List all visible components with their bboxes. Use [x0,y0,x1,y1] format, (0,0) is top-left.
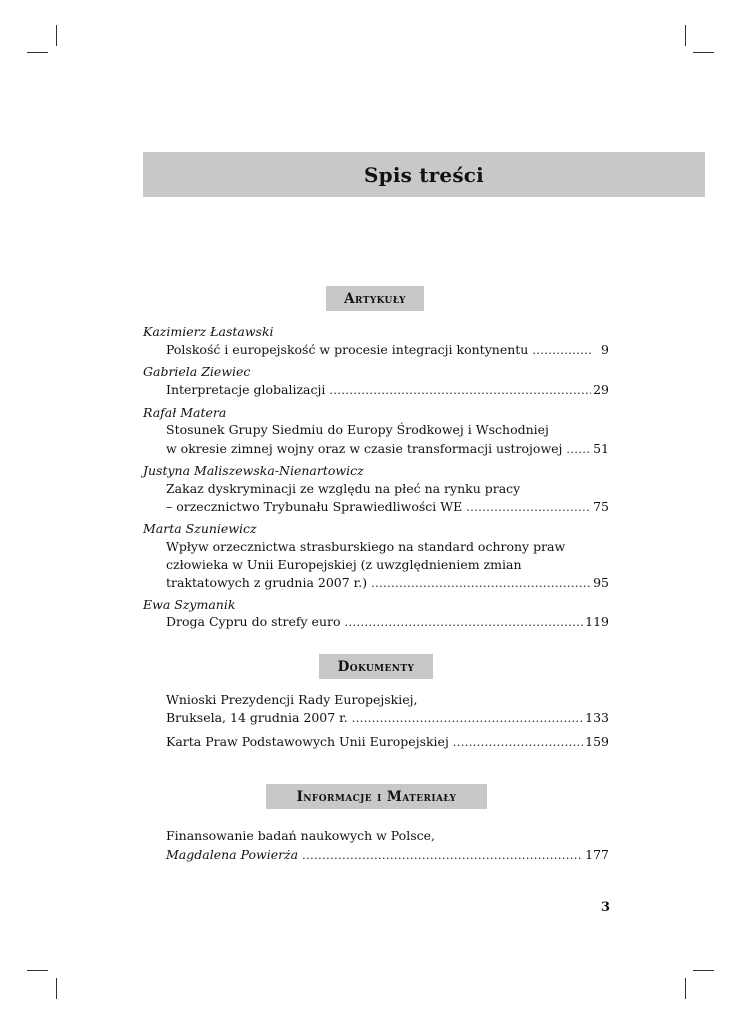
crop-mark [56,25,57,46]
entry-title-line: człowieka w Unii Europejskiej (z uwzględnieniem zmian [166,557,522,572]
entry-page: 159 [585,734,609,749]
toc-entry[interactable] [166,573,609,593]
entry-title-line: Wpływ orzecznictwa strasburskiego na standard ochrony praw [166,539,566,554]
author-name: Gabriela Ziewiec [143,364,251,379]
entry-title: Droga Cypru do strefy euro [166,614,341,629]
dot-leader [371,574,591,593]
title-bar [143,152,705,197]
entry-page: 177 [585,847,609,862]
toc-entry[interactable] [166,380,609,400]
entry-title-line: Wnioski Prezydencji Rady Europejskiej, [166,692,418,707]
dot-leader [352,709,583,728]
crop-mark [27,970,48,971]
entry-page: 95 [593,575,609,590]
page-title: Spis treści [364,162,484,187]
dot-leader [566,440,591,459]
author-name: Ewa Szymanik [143,597,236,612]
entry-title: Polskość i europejskość w procesie integracji kontynentu [166,342,529,357]
entry-title-line: – orzecznictwo Trybunału Sprawiedliwości WE [166,499,463,514]
entry-page: 133 [585,710,609,725]
crop-mark [56,978,57,999]
author-name: Justyna Maliszewska-Nienartowicz [143,463,364,478]
dot-leader [466,498,591,517]
dot-leader [329,381,591,400]
section-heading-documents: Dokumenty [319,654,433,679]
dot-leader [453,733,583,752]
entry-title-line: traktatowych z grudnia 2007 r.) [166,575,368,590]
author-name: Marta Szuniewicz [143,521,257,536]
entry-title: Interpretacje globalizacji [166,382,326,397]
toc-entry[interactable] [166,732,609,752]
toc-entry[interactable] [166,439,609,459]
crop-mark [693,970,714,971]
toc-entry[interactable] [166,612,609,632]
entry-title: Karta Praw Podstawowych Unii Europejskiej [166,734,449,749]
entry-title-line: Stosunek Grupy Siedmiu do Europy Środkowej i Wschodniej [166,422,549,437]
crop-mark [693,52,714,53]
crop-mark [685,978,686,999]
entry-page: 9 [601,342,609,357]
section-heading-info: Informacje i Materiały [266,784,487,809]
crop-mark [27,52,48,53]
entry-title-line: w okresie zimnej wojny oraz w czasie transformacji ustrojowej [166,441,563,456]
entry-title-line: Finansowanie badań naukowych w Polsce, [166,828,435,843]
entry-page: 75 [593,499,609,514]
toc-entry[interactable] [166,497,609,517]
entry-page: 51 [593,441,609,456]
author-name: Kazimierz Łastawski [143,324,274,339]
author-name: Rafał Matera [143,405,227,420]
entry-page: 29 [593,382,609,397]
dot-leader [532,341,593,360]
entry-author: Magdalena Powierża [166,847,299,862]
entry-title-line: Bruksela, 14 grudnia 2007 r. [166,710,348,725]
dot-leader [302,846,583,865]
page-number: 3 [600,900,610,915]
entry-page: 119 [585,614,609,629]
toc-entry[interactable] [166,845,609,865]
crop-mark [685,25,686,46]
section-heading-articles: Artykuły [326,286,424,311]
entry-title-line: Zakaz dyskryminacji ze względu na płeć na rynku pracy [166,481,521,496]
toc-entry[interactable] [166,340,609,360]
toc-entry[interactable] [166,708,609,728]
dot-leader [345,613,584,632]
